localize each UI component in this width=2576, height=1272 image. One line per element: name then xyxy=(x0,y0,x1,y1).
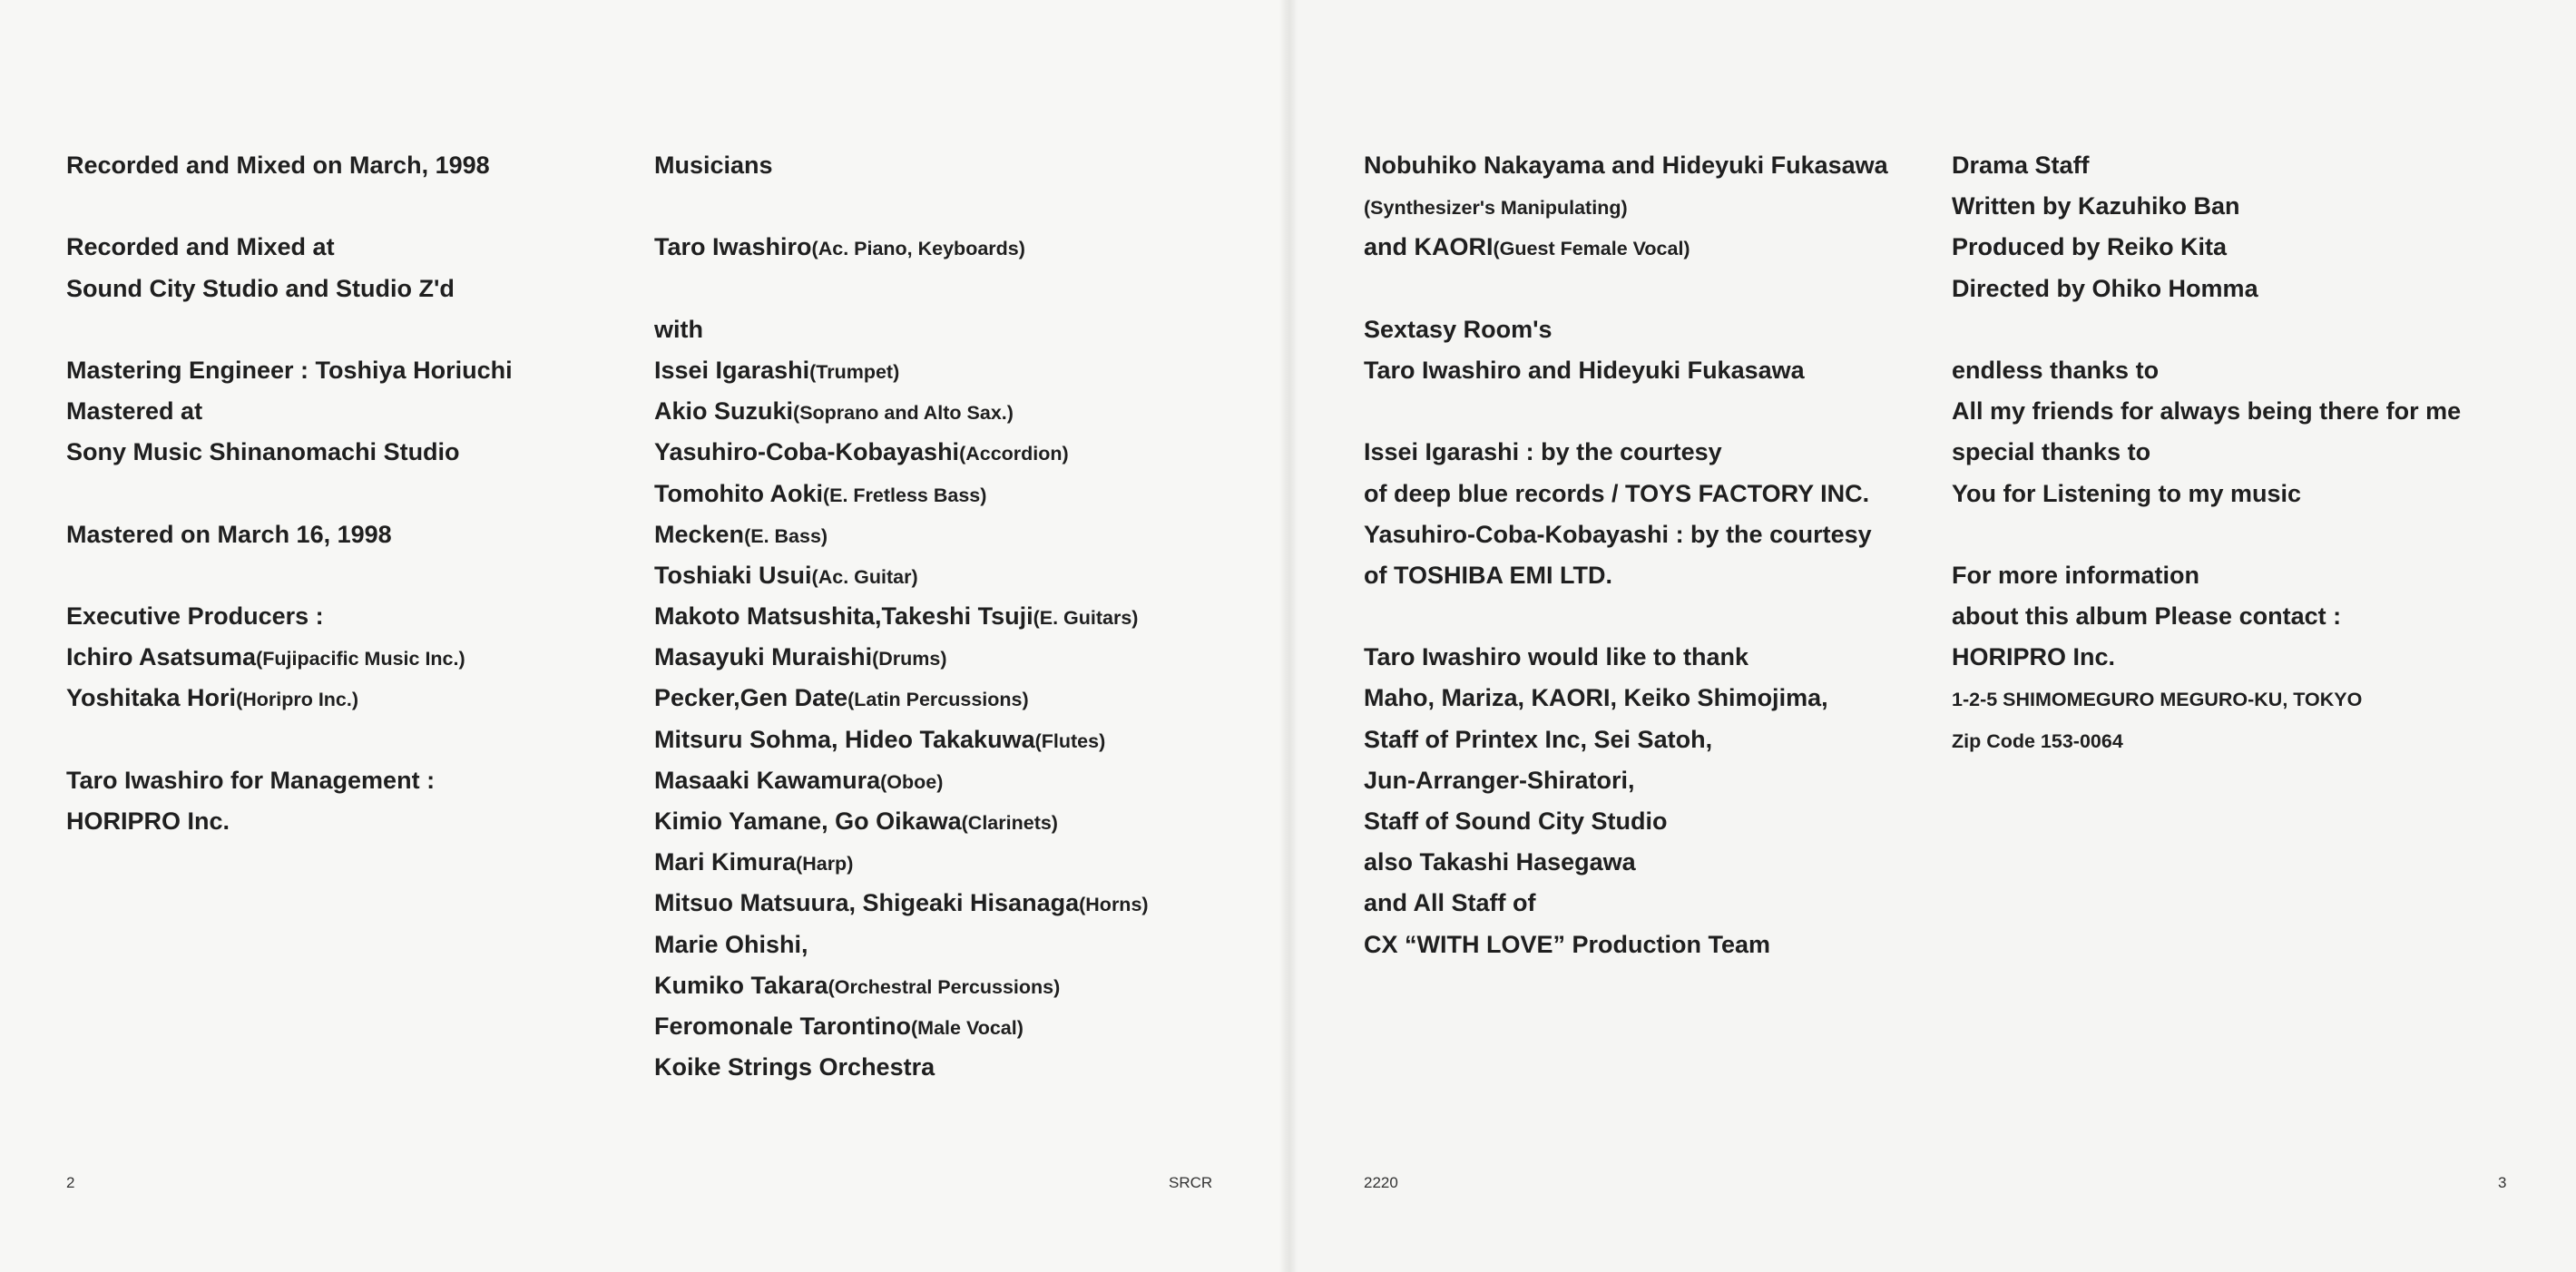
page-number-right: 3 xyxy=(2498,1174,2507,1191)
credit-line xyxy=(654,760,1149,801)
credit-text: Yasuhiro-Coba-Kobayashi : by the courtesy xyxy=(1364,520,1872,548)
credit-note: (Synthesizer's Manipulating) xyxy=(1364,197,1628,220)
credit-line xyxy=(66,227,513,268)
credit-note: (Flutes) xyxy=(1034,729,1106,752)
credit-line xyxy=(1364,596,1888,637)
credit-text: Taro Iwashiro and Hideyuki Fukasawa xyxy=(1364,356,1805,384)
credit-text: HORIPRO Inc. xyxy=(66,807,230,835)
credit-line xyxy=(654,719,1149,760)
credit-line xyxy=(654,1047,1149,1088)
credit-text: Staff of Printex Inc, Sei Satoh, xyxy=(1364,725,1713,753)
credit-line xyxy=(1952,514,2461,555)
credit-text: Koike Strings Orchestra xyxy=(654,1053,935,1081)
credit-line xyxy=(1952,145,2461,186)
credit-line xyxy=(654,350,1149,391)
credit-note: (Accordion) xyxy=(959,443,1069,465)
credit-text: Drama Staff xyxy=(1952,152,2090,179)
credit-text: Staff of Sound City Studio xyxy=(1364,807,1668,835)
credit-line xyxy=(654,145,1149,186)
credit-text: Kimio Yamane, Go Oikawa xyxy=(654,807,962,835)
credit-line xyxy=(654,1006,1149,1047)
credit-line xyxy=(654,309,1149,350)
credit-text: Written by Kazuhiko Ban xyxy=(1952,192,2240,220)
credit-text: of TOSHIBA EMI LTD. xyxy=(1364,561,1612,589)
credit-text: and All Staff of xyxy=(1364,889,1536,917)
credit-text: Recorded and Mixed on March, 1998 xyxy=(66,152,490,179)
catalog-number-right: 2220 xyxy=(1364,1174,1398,1191)
credit-line xyxy=(1364,309,1888,350)
credit-line xyxy=(1952,227,2461,268)
credit-line xyxy=(66,145,513,186)
credit-line xyxy=(1952,555,2461,596)
credit-text: Recorded and Mixed at xyxy=(66,233,335,261)
credit-text: Mastered at xyxy=(66,397,203,426)
credit-line xyxy=(1952,637,2461,678)
credit-note: 1-2-5 SHIMOMEGURO MEGURO-KU, TOKYO xyxy=(1952,689,2363,711)
credit-line xyxy=(654,883,1149,924)
credit-line xyxy=(66,514,513,555)
credit-line xyxy=(1952,309,2461,350)
credit-text: Mari Kimura xyxy=(654,848,797,876)
credit-text: Feromonale Tarontino xyxy=(654,1012,912,1040)
credit-line xyxy=(1364,760,1888,801)
credit-text: Sextasy Room's xyxy=(1364,315,1552,343)
credit-line xyxy=(654,801,1149,842)
credit-line xyxy=(1364,555,1888,596)
credit-line xyxy=(1364,719,1888,760)
credit-line xyxy=(66,432,513,473)
credit-line xyxy=(1364,842,1888,883)
credit-line xyxy=(1952,350,2461,391)
credit-line xyxy=(654,186,1149,227)
credit-text: Nobuhiko Nakayama and Hideyuki Fukasawa xyxy=(1364,152,1888,179)
credit-text: Taro Iwashiro would like to thank xyxy=(1364,643,1749,671)
credit-line xyxy=(66,350,513,391)
credit-text: Marie Ohishi, xyxy=(654,930,808,958)
credit-note: Zip Code 153-0064 xyxy=(1952,729,2123,752)
credit-note: (Ac. Guitar) xyxy=(811,565,918,588)
credit-line xyxy=(654,555,1149,596)
credit-line xyxy=(654,391,1149,432)
credit-text: Sound City Studio and Studio Z'd xyxy=(66,274,455,302)
credit-text: Mastered on March 16, 1998 xyxy=(66,520,392,548)
credit-line xyxy=(1364,227,1888,268)
credit-line xyxy=(1364,432,1888,473)
credit-text: and KAORI xyxy=(1364,233,1494,261)
credit-line xyxy=(66,474,513,514)
credit-line xyxy=(66,309,513,350)
credit-line xyxy=(66,391,513,432)
credit-note: (Ac. Piano, Keyboards) xyxy=(811,238,1025,260)
page-number-left: 2 xyxy=(66,1174,75,1191)
credit-text: For more information xyxy=(1952,561,2200,589)
credit-text: You for Listening to my music xyxy=(1952,479,2302,507)
credit-line xyxy=(66,555,513,596)
credit-line xyxy=(1952,269,2461,309)
credit-note: (Drums) xyxy=(872,648,947,670)
credit-text: Ichiro Asatsuma xyxy=(66,643,257,671)
credit-text: Toshiaki Usui xyxy=(654,561,812,589)
credit-line xyxy=(654,925,1149,965)
credit-line xyxy=(654,637,1149,678)
credit-line xyxy=(1364,514,1888,555)
credit-line xyxy=(1952,596,2461,637)
credit-line xyxy=(1952,719,2461,760)
credit-line xyxy=(1952,432,2461,473)
credit-line xyxy=(654,227,1149,268)
credit-line xyxy=(654,514,1149,555)
credit-line xyxy=(1952,474,2461,514)
credit-text: HORIPRO Inc. xyxy=(1952,643,2116,671)
credit-line xyxy=(1364,474,1888,514)
credit-text: Mastering Engineer : Toshiya Horiuchi xyxy=(66,356,513,384)
credit-line xyxy=(1364,350,1888,391)
credit-note: (Fujipacific Music Inc.) xyxy=(256,648,465,670)
credit-text: Musicians xyxy=(654,152,773,179)
credit-line xyxy=(1364,637,1888,678)
credit-line xyxy=(1364,391,1888,432)
credits-column-recording xyxy=(66,145,513,842)
credit-text: Maho, Mariza, KAORI, Keiko Shimojima, xyxy=(1364,684,1828,712)
credit-line xyxy=(1364,883,1888,924)
credit-line xyxy=(654,842,1149,883)
credit-text: Yoshitaka Hori xyxy=(66,684,237,712)
credit-line xyxy=(1952,186,2461,227)
credit-line xyxy=(66,719,513,760)
credit-text: All my friends for always being there for me xyxy=(1952,397,2462,426)
credit-line xyxy=(1952,391,2461,432)
credit-line xyxy=(1364,925,1888,965)
credit-text: also Takashi Hasegawa xyxy=(1364,848,1636,876)
credit-text: with xyxy=(654,315,703,343)
credit-text: Executive Producers : xyxy=(66,602,324,631)
credit-line xyxy=(66,269,513,309)
credit-line xyxy=(654,596,1149,637)
credit-text: Kumiko Takara xyxy=(654,971,828,999)
credit-line xyxy=(654,269,1149,309)
credit-line xyxy=(66,637,513,678)
credit-text: Mitsuo Matsuura, Shigeaki Hisanaga xyxy=(654,889,1080,917)
credit-text: Akio Suzuki xyxy=(654,397,794,426)
credits-column-synth-thanks xyxy=(1364,145,1888,965)
credit-text: Sony Music Shinanomachi Studio xyxy=(66,438,460,466)
page-gutter xyxy=(1279,0,1298,1272)
credit-text: Directed by Ohiko Homma xyxy=(1952,274,2258,302)
credits-column-drama-contact xyxy=(1952,145,2461,760)
credit-text: Issei Igarashi xyxy=(654,356,810,384)
credit-note: (Latin Percussions) xyxy=(847,689,1029,711)
credit-text: Mitsuru Sohma, Hideo Takakuwa xyxy=(654,725,1035,753)
credit-line xyxy=(1364,186,1888,227)
credit-line xyxy=(1364,801,1888,842)
credit-note: (Horns) xyxy=(1079,894,1149,916)
credit-text: Pecker,Gen Date xyxy=(654,684,848,712)
credit-line xyxy=(66,186,513,227)
credit-note: (Orchestral Percussions) xyxy=(828,975,1061,998)
credit-line xyxy=(1364,678,1888,719)
credit-text: about this album Please contact : xyxy=(1952,602,2342,631)
credit-note: (E. Fretless Bass) xyxy=(822,484,987,506)
credit-line xyxy=(66,596,513,637)
credit-note: (Horipro Inc.) xyxy=(236,689,359,711)
credits-column-musicians xyxy=(654,145,1149,1088)
credit-text: endless thanks to xyxy=(1952,356,2160,384)
credit-line xyxy=(66,801,513,842)
credit-note: (E. Guitars) xyxy=(1033,607,1139,630)
credit-text: Produced by Reiko Kita xyxy=(1952,233,2228,261)
credit-text: special thanks to xyxy=(1952,438,2151,466)
credit-text: Tomohito Aoki xyxy=(654,479,823,507)
credit-line xyxy=(1952,678,2461,719)
credit-note: (Male Vocal) xyxy=(911,1016,1024,1039)
credit-line xyxy=(66,678,513,719)
credit-line xyxy=(66,760,513,801)
credit-text: Taro Iwashiro xyxy=(654,233,812,261)
credit-line xyxy=(1364,269,1888,309)
credit-text: Masaaki Kawamura xyxy=(654,766,881,794)
credit-note: (Soprano and Alto Sax.) xyxy=(793,402,1014,425)
credit-note: (Trumpet) xyxy=(809,360,900,383)
credit-line xyxy=(654,678,1149,719)
credit-line xyxy=(1364,145,1888,186)
credit-note: (Clarinets) xyxy=(961,812,1058,834)
credit-text: Makoto Matsushita,Takeshi Tsuji xyxy=(654,602,1033,631)
catalog-number-left: SRCR xyxy=(1169,1174,1213,1191)
credit-line xyxy=(654,432,1149,473)
credit-line xyxy=(654,965,1149,1006)
credit-text: Taro Iwashiro for Management : xyxy=(66,766,436,794)
credit-text: Jun-Arranger-Shiratori, xyxy=(1364,766,1635,794)
credit-text: Masayuki Muraishi xyxy=(654,643,873,671)
credit-text: Yasuhiro-Coba-Kobayashi xyxy=(654,438,960,466)
credit-note: (Harp) xyxy=(796,853,854,876)
credit-text: of deep blue records / TOYS FACTORY INC. xyxy=(1364,479,1870,507)
credit-note: (E. Bass) xyxy=(744,524,828,547)
credit-line xyxy=(654,474,1149,514)
credit-text: Mecken xyxy=(654,520,745,548)
credit-note: (Guest Female Vocal) xyxy=(1493,238,1690,260)
credit-text: CX “WITH LOVE” Production Team xyxy=(1364,930,1771,958)
credit-note: (Oboe) xyxy=(880,770,944,793)
credit-text: Issei Igarashi : by the courtesy xyxy=(1364,438,1722,466)
